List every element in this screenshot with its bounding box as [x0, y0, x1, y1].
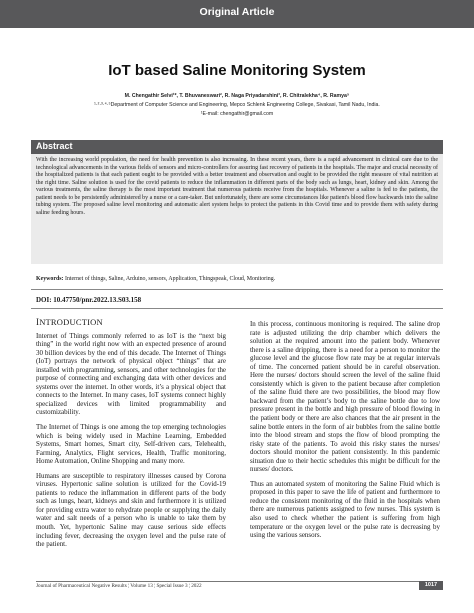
- author-email: ¹E-mail: chengathir@gmail.com: [200, 111, 274, 117]
- paragraph: Internet of Things commonly referred to as IoT is the “next big thing” in the world right now with an expected presence of around 30 billion devices by the end of this decade. The Internet of Things (IoT) portrays the network of physical object “things” that are installed with programming, sensors, and other technologies for the purpose of connecting and exchanging data with other devices and systems over the internet. In other words, it’s a physical object that connects to the Internet. In many cases, IoT systems connect highly specialized devices with limited programmability and customizability.: [36, 331, 226, 417]
- doi[interactable]: DOI: 10.47750/pnr.2022.13.S03.158: [36, 296, 142, 304]
- keywords-text: Internet of things, Saline, Arduino, sensors, Application, Thingspeak, Cloud, Monitoring.: [64, 276, 276, 282]
- abstract-heading: Abstract: [36, 141, 73, 151]
- paper-title: IoT based Saline Monitoring System: [108, 62, 366, 79]
- abstract-text: With the increasing world population, the need for health prevention is also increasing. In these recent years, there is a rapid advancement in clinical care due to the technological advancements in the various fields of sensors and micro-controllers for assuring fast recovery of patients in the hospitals. The major and crucial necessity of the hospitalized patients is that each patient ought to be provided with a better treatment and observation and ought to be provided the right measure of vital nutrition at the right time. Saline solution is used for the covid patients to reduce the inflammation in different parts of the body such as lungs, heart, kidney and skin. Among the various treatments, the saline therapy is the most important treatment that numerous patients receive from the hospitals. Whenever a saline is fed to the patients, the patient needs to be persistently administered by a nurse or a care-taker. But unfortunately, there are some circumstances like patient's blood flow backwards into the saline tubing system. The proposed saline level monitoring and automatic alert system helps to protect the patients in this Covid time and to provide them with safety during saline feeding hours.: [36, 157, 438, 216]
- page-number: 1017: [419, 581, 443, 590]
- body-column-right: [250, 320, 440, 546]
- paragraph: In this process, continuous monitoring is required. The saline drop rate is adjusted utilizing the drip chamber which delivers the solution at the required amount into the patient body. Whenever there is a saline dripping, there is a need for a person to monitor the glucose level and the glucose flow rate may be at regular intervals of time. The concerned patient should be in careful observation. Here the nurses/ doctors should screen the level of the saline fluid consistently which is given to the patient because after completion of the saline fluid there are two possibilities, the blood may flow backward from the patient’s body to the saline bottle due to low pressure present in the bottle and high pressure of blood flowing in the patient body or there are also chances that the air present in the saline bottle enters in the form of air bubbles from the saline bottle into the blood stream and stops the flow of blood prompting the risky state of the patients. To avoid this risky states the nurses/ doctors should monitor the patient consistently. In this pandemic situation due to their hectic schedules this might be difficult for the nurses/ doctors.: [250, 320, 440, 474]
- footer-divider: [36, 581, 438, 582]
- divider-top: [31, 289, 443, 290]
- affiliation: ¹·²·³·⁴·⁵Department of Computer Science and Engineering, Mepco Schlenk Engineering College, Sivakasi, Tamil Nadu, India.: [94, 102, 380, 108]
- keywords: [36, 276, 438, 282]
- paragraph: Thus an automated system of monitoring the Saline Fluid which is proposed in this paper to save the life of patient and furthermore to reduce the consistent monitoring of the fluid in the hospitals when there are numerous patients assigned to few nurses. This system is also used to check whether the patient is suffering from high temperature or the oxygen level or the pulse rate is decreasing by using the various sensors.: [250, 479, 440, 540]
- paragraph: Humans are susceptible to respiratory illnesses caused by Corona viruses. Hypertonic saline solution is utilized for the Covid-19 patients to reduce the inflammation in different parts of the body such as lungs, heart, kidneys and skin and furthermore it is utilized for providing extra water to rehydrate people or supplying the daily water and salt needs of a person who is unable to take them by mouth. Yet, hypertonic Saline may cause serious side effects including fever, decreasing the oxygen level and the pulse rate of the patient.: [36, 471, 226, 549]
- footer-journal: Journal of Pharmaceutical Negative Results ¦ Volume 13 ¦ Special Issue 3 ¦ 2022: [36, 583, 202, 589]
- author-list: M. Chengathir Selvi¹*, T. Bhuvaneswari², R. Naga Priyadarshini³, R. Chitralekha⁴, R. Ramya⁵: [124, 93, 350, 99]
- article-type-label: Original Article: [199, 6, 275, 18]
- section-heading-introduction: INTRODUCTION: [36, 317, 103, 327]
- keywords-label: Keywords:: [36, 276, 64, 282]
- divider-bottom: [31, 308, 443, 309]
- paragraph: The Internet of Things is one among the top emerging technologies which is being widely used in Machine Learning, Embedded Systems, Smart homes, Smart city, Self-driven cars, Telehealth, Farming, Analytics, Flight services, Health, Traffic monitoring, Home Automation, Online Shopping and many more.: [36, 423, 226, 466]
- abstract-header-bar: [31, 140, 443, 154]
- body-column-left: [36, 318, 226, 555]
